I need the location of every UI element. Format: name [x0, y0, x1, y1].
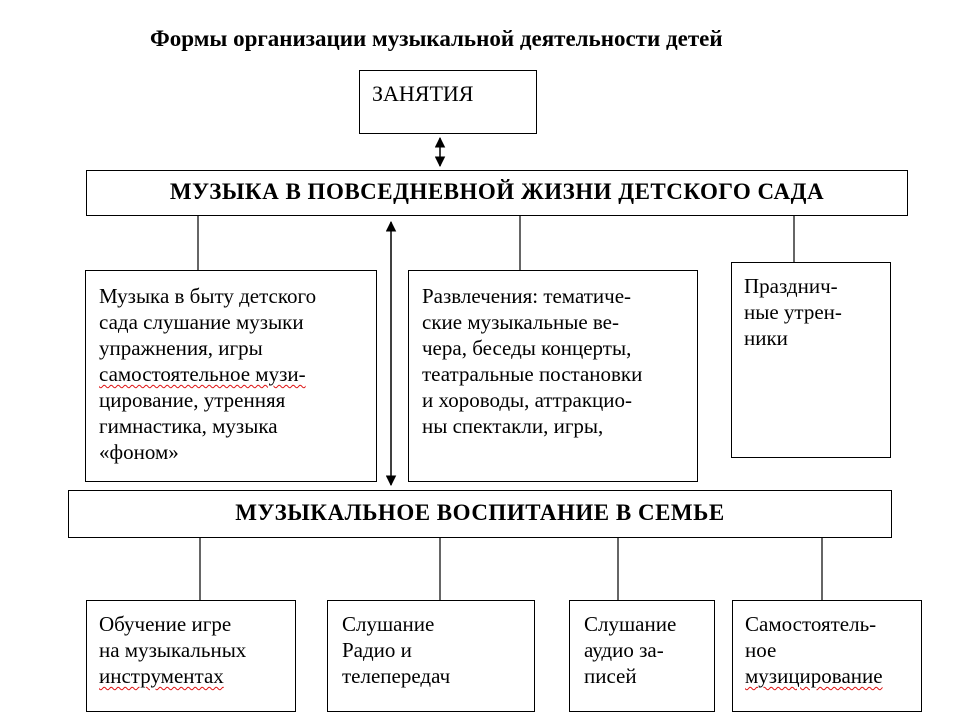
matinees-line-1: ные утрен-	[744, 300, 842, 324]
instruments-line-0: Обучение игре	[99, 612, 232, 636]
daily-life-band	[86, 170, 908, 216]
everyday-line-6: «фоном»	[99, 440, 179, 464]
diagram-title: Формы организации музыкальной деятельности детей	[150, 26, 723, 51]
entertainment-line-4: и хороводы, аттракцио-	[422, 388, 633, 412]
radio-box	[327, 600, 535, 712]
entertainment-line-2: чера, беседы концерты,	[422, 336, 632, 360]
everyday-line-3: самостоятельное музи-	[99, 362, 306, 386]
entertainment-line-5: ны спектакли, игры,	[422, 414, 604, 438]
family-band	[68, 490, 892, 538]
classes-box	[359, 70, 537, 134]
matinees-line-0: Празднич-	[744, 274, 838, 298]
audio-line-2: писей	[584, 664, 637, 688]
everyday-music-box	[85, 270, 377, 482]
entertainment-line-0: Развлечения: тематиче-	[422, 284, 632, 308]
daily-life-heading: МУЗЫКА В ПОВСЕДНЕВНОЙ ЖИЗНИ ДЕТСКОГО САДА	[169, 179, 825, 204]
self-line-1: ное	[745, 638, 777, 662]
everyday-line-2: упражнения, игры	[99, 336, 263, 360]
matinees-box	[731, 262, 891, 458]
audio-line-1: аудио за-	[584, 638, 664, 662]
everyday-line-1: сада слушание музыки	[99, 310, 304, 334]
audio-box	[569, 600, 715, 712]
matinees-line-2: ники	[744, 326, 788, 350]
radio-line-2: телепередач	[342, 664, 451, 688]
audio-line-0: Слушание	[584, 612, 677, 636]
instruments-box	[86, 600, 296, 712]
self-line-2: музицирование	[745, 664, 883, 688]
instruments-line-2: инструментах	[99, 664, 224, 688]
classes-label: ЗАНЯТИЯ	[372, 81, 474, 106]
self-music-box	[732, 600, 922, 712]
radio-line-0: Слушание	[342, 612, 435, 636]
self-line-0: Самостоятель-	[745, 612, 877, 636]
instruments-line-1: на музыкальных	[99, 638, 247, 662]
everyday-line-0: Музыка в быту детского	[99, 284, 317, 308]
everyday-line-4: цирование, утренняя	[99, 388, 286, 412]
entertainment-line-3: театральные постановки	[422, 362, 643, 386]
everyday-line-5: гимнастика, музыка	[99, 414, 278, 438]
radio-line-1: Радио и	[342, 638, 412, 662]
entertainment-line-1: ские музыкальные ве-	[422, 310, 619, 334]
family-heading: МУЗЫКАЛЬНОЕ ВОСПИТАНИЕ В СЕМЬЕ	[235, 500, 725, 525]
entertainment-box	[408, 270, 698, 482]
